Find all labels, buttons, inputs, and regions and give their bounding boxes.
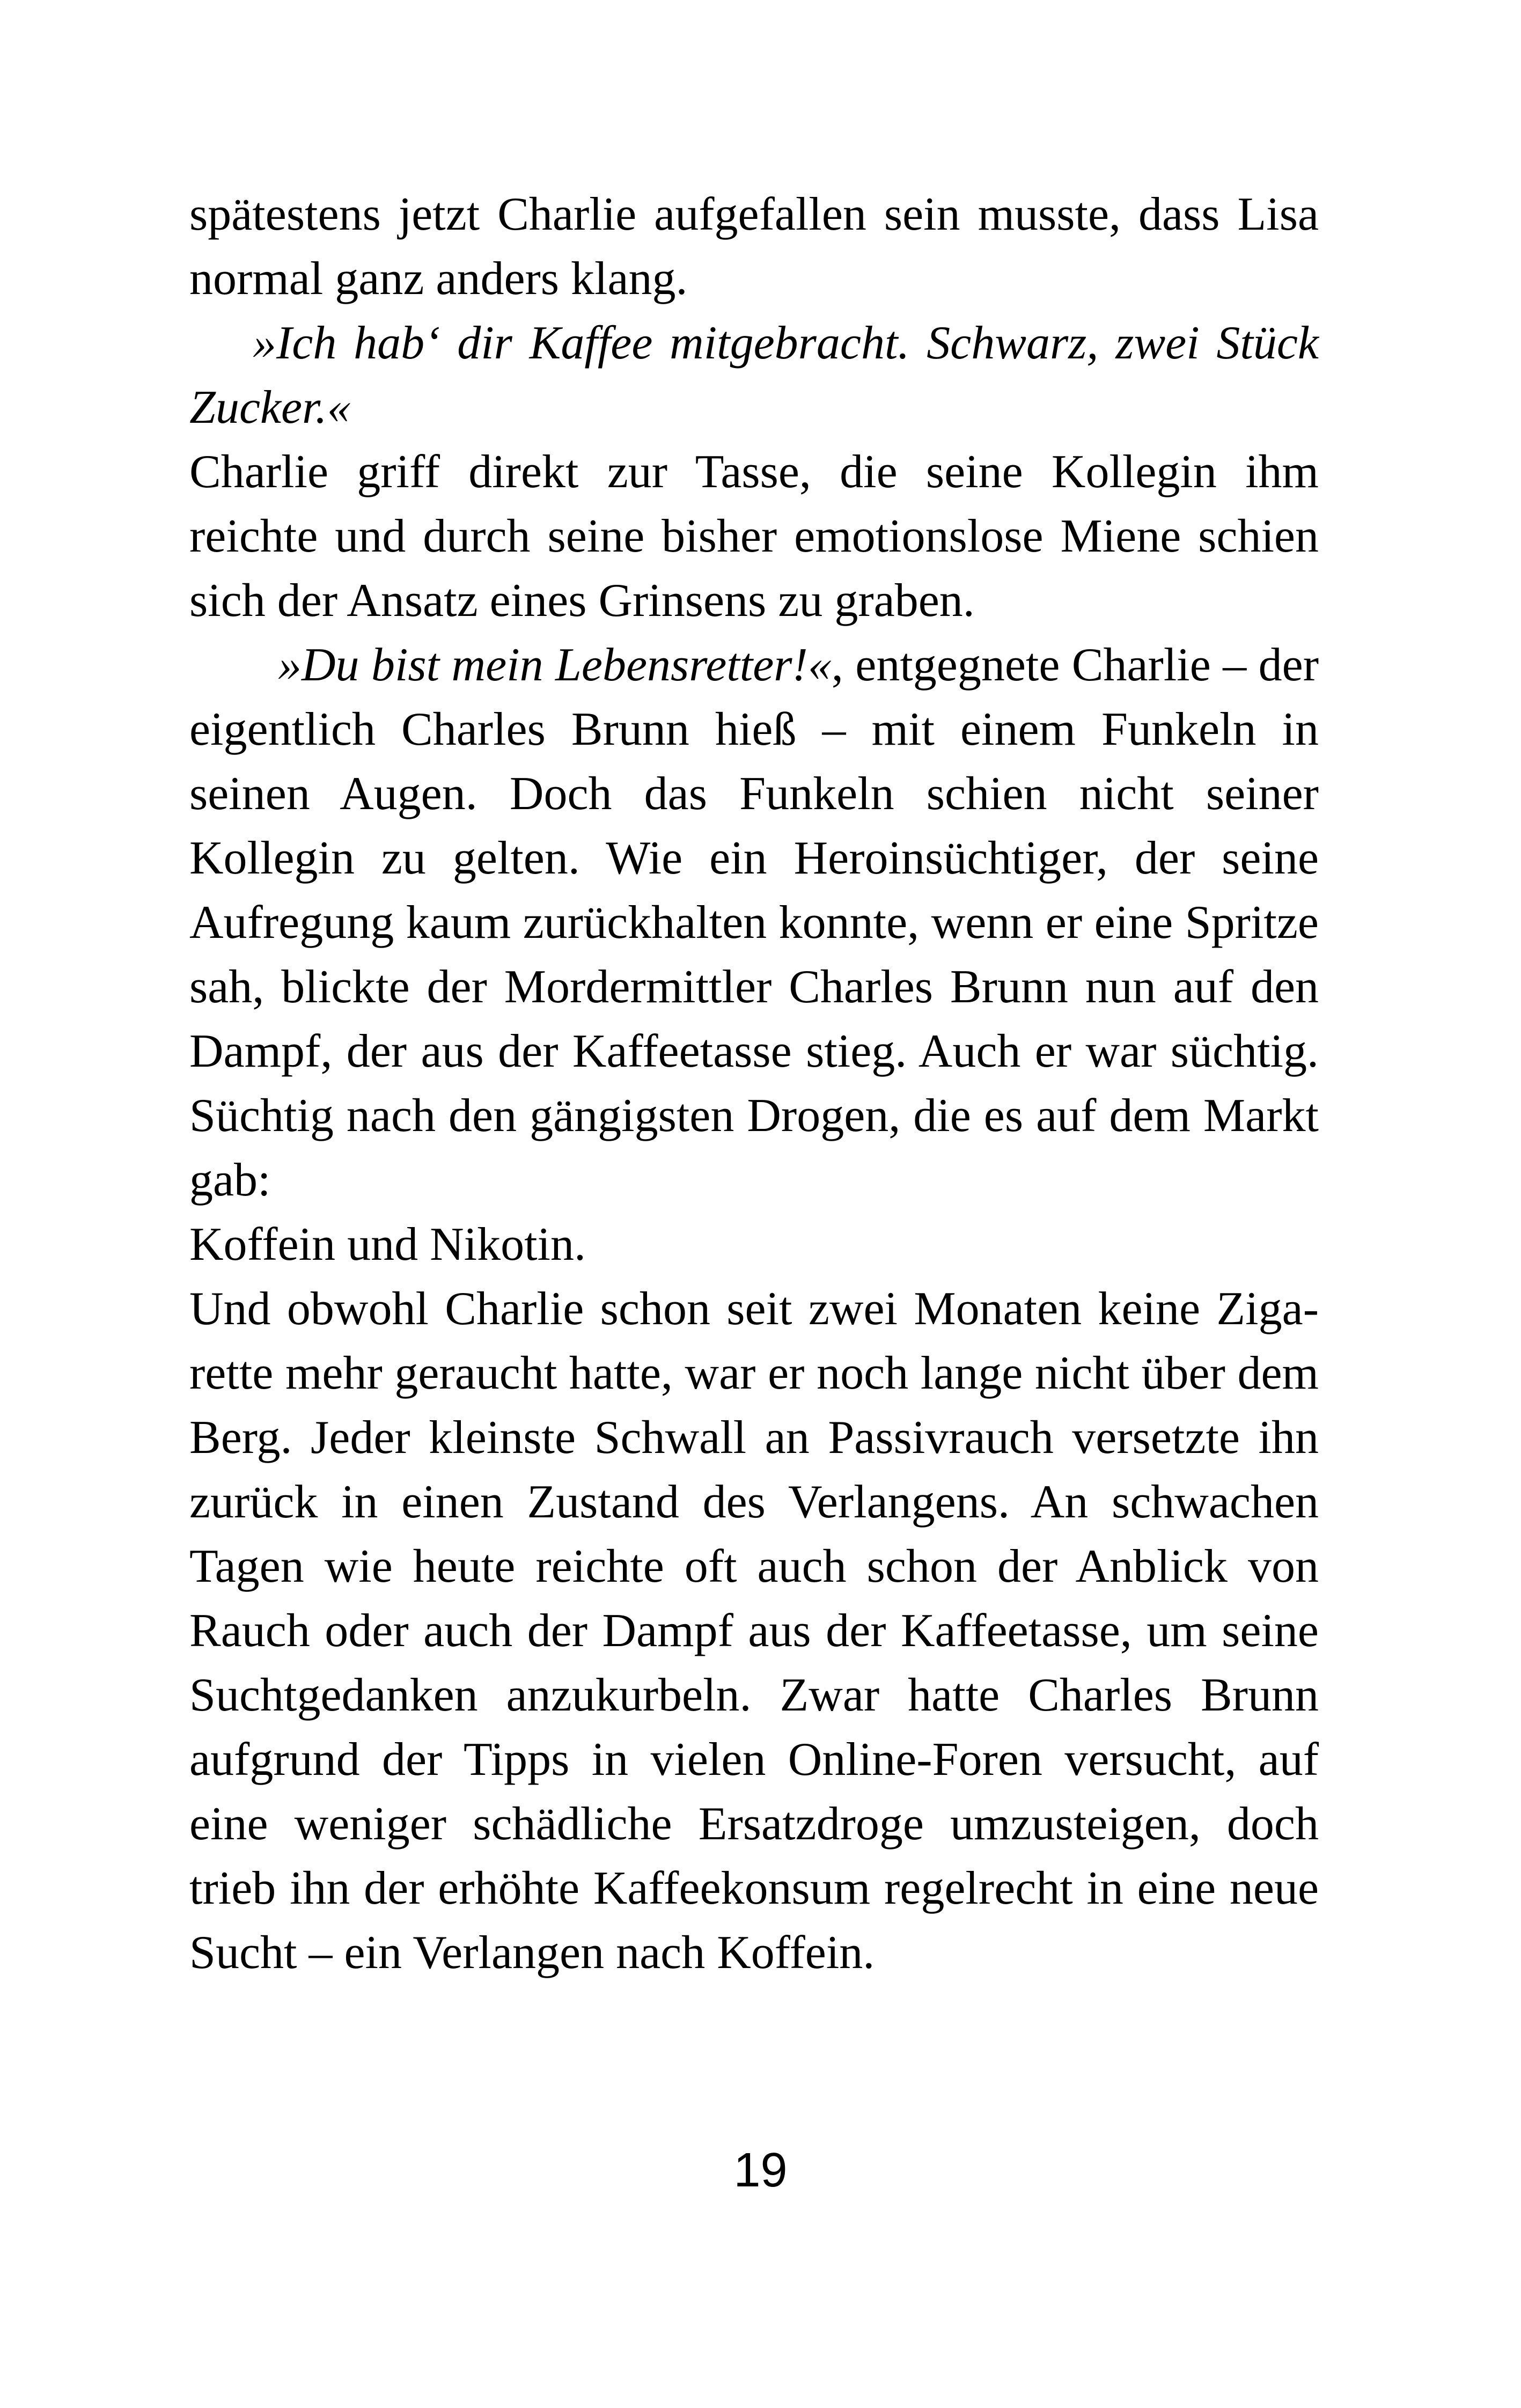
- paragraph-1: spätestens jetzt Charlie aufgefallen sein musste, dass Lisa normal ganz anders klang.: [189, 188, 1319, 305]
- paragraph-2-dialogue: »Ich hab‘ dir Kaffee mitgebracht. Schwarz, zwei Stück Zucker.«: [189, 317, 1319, 434]
- paragraph-3: Charlie griff direkt zur Tasse, die seine Kollegin ihm reichte und durch seine bisher emotionslose Miene schien sich der Ansatz eines Grinsens zu graben.: [189, 446, 1319, 627]
- paragraph-4: [189, 633, 1319, 1213]
- paragraph-6: Und obwohl Charlie schon seit zwei Monaten keine Zigarette mehr geraucht hatte, war er noch lange nicht über dem Berg. Jeder kleinste Schwall an Passivrauch versetzte ihn zurück in einen Zustand des Verlangens. An schwachen Tagen wie heute reichte oft auch schon der Anblick von Rauch oder auch der Dampf aus der Kaffeetasse, um seine Suchtgedanken anzukurbeln. Zwar hatte Charles Brunn aufgrund der Tipps in vielen Online-Foren versucht, auf eine weniger schädliche Ersatzdroge umzusteigen, doch trieb ihn der erhöhte Kaffeekonsum regelrecht in eine neue Sucht – ein Verlangen nach Koffein.: [189, 1283, 1319, 1979]
- paragraph-5: Koffein und Nikotin.: [189, 1218, 586, 1271]
- page-number: 19: [733, 2143, 788, 2197]
- body-text: [189, 182, 1319, 1985]
- dialogue-quote: »Du bist mein Lebensretter!«: [278, 639, 832, 691]
- paragraph-4-text: , entgegnete Charlie – der eigentlich Charles Brunn hieß – mit einem Funkeln in seinen Augen. Doch das Funkeln schien nicht seiner Kollegin zu gelten. Wie ein Heroinsüchtiger, der seine Aufregung kaum zurückhalten konnte, wenn er eine Spritze sah, blickte der Mordermittler Charles Brunn nun auf den Dampf, der aus der Kaffeetasse stieg. Auch er war süchtig. Süchtig nach den gängigsten Drogen, die es auf dem Markt gab:: [189, 639, 1319, 1206]
